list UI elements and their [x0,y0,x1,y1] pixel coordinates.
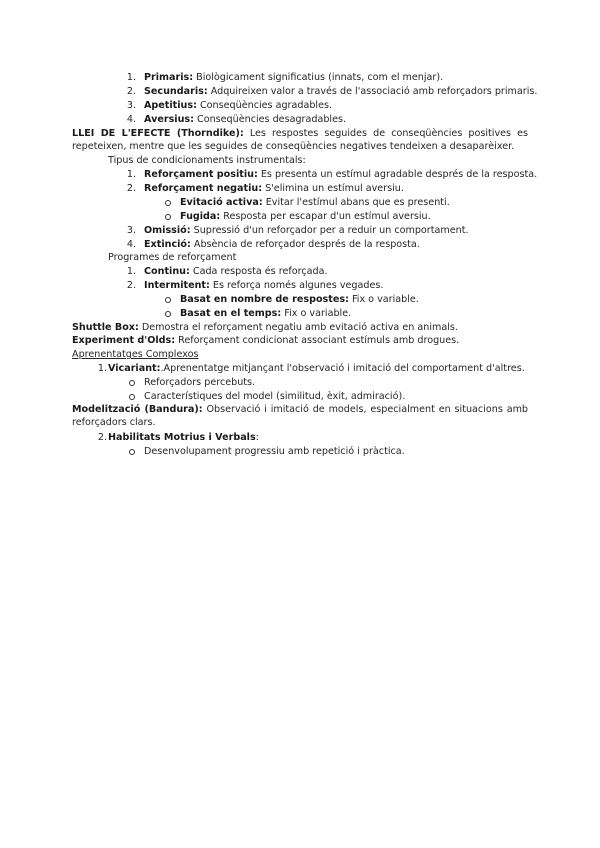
definition: Reforçament condicionat associant estímuls amb drogues. [175,335,460,346]
definition: Conseqüències agradables. [196,100,333,111]
list-item [144,280,383,292]
definition: Es presenta un estímul agradable després de la resposta. [257,169,538,180]
list-number: 4. [126,114,136,125]
list-number: 2. [126,86,136,97]
term: Continu: [144,266,190,277]
term: Apetitius: [144,100,197,111]
term: Primaris: [144,72,194,83]
list-number: 3. [126,100,136,111]
list-item [108,363,525,375]
term: Evitació activa: [180,197,263,208]
term: Modelització (Bandura): [72,404,203,415]
list-number: 2. [126,183,136,194]
list-number: 4. [126,239,136,250]
term: Reforçament positiu: [144,169,258,180]
list-item [144,266,328,278]
definition: Evitar l'estímul abans que es presenti. [262,197,450,208]
bullet-circle-icon [129,380,135,386]
definition: Absència de reforçador després de la resposta. [190,239,420,250]
definition: Es reforça només algunes vegades. [209,280,384,291]
definition: S'elimina un estímul aversiu. [262,183,404,194]
definition: Conseqüències desagradables. [193,114,347,125]
list-item [144,183,404,195]
list-item [144,239,420,251]
term: Intermitent: [144,280,210,291]
definition: .Aprenentatge mitjançant l'observació i imitació del comportament d'altres. [160,363,525,374]
list-number: 1. [97,363,107,374]
definition: Observació i imitació de models, especialment en situacions amb reforçadors clars. [72,404,529,428]
list-item [144,169,537,181]
bullet-circle-icon [165,297,171,303]
term: Basat en el temps: [180,308,282,319]
term: Fugida: [180,211,221,222]
modelitzacio-paragraph [72,403,528,429]
term: Shuttle Box: [72,322,139,333]
definition: : [255,432,259,443]
definition: Adquireixen valor a través de l'associació amb reforçadors primaris. [207,86,538,97]
sub-list-item: Desenvolupament progressiu amb repetició i pràctica. [144,446,405,457]
definition: Resposta per escapar d'un estímul aversiu. [220,211,431,222]
bullet-circle-icon [165,214,171,220]
list-item [144,114,346,126]
definition: Fix o variable. [281,308,352,319]
list-item [144,72,443,84]
shuttle-box-line [72,322,458,334]
definition: Demostra el reforçament negatiu amb evitació activa en animals. [138,322,458,333]
term: Secundaris: [144,86,208,97]
bullet-circle-icon [129,394,135,400]
definition: Les respostes seguides de conseqüències positives es repeteixen, mentre que les seguides de conseqüències negatives tendeixen a desaparèixer. [72,128,529,152]
sub-list-item [180,197,450,209]
bullet-circle-icon [129,449,135,455]
list-number: 1. [126,169,136,180]
list-item [144,225,469,237]
sub-list-item [180,294,419,306]
list-number: 3. [126,225,136,236]
sub-list-item: Reforçadors percebuts. [144,377,256,388]
list-item [144,100,332,112]
list-number: 1. [126,266,136,277]
term: Omissió: [144,225,191,236]
bullet-circle-icon [165,311,171,317]
term: Habilitats Motrius i Verbals [108,432,256,443]
list-item [144,86,537,98]
llei-efecte-paragraph [72,127,528,153]
definition: Biològicament significatius (innats, com el menjar). [193,72,444,83]
term: Reforçament negatiu: [144,183,263,194]
term: LLEI DE L'EFECTE (Thorndike): [72,128,244,139]
definition: Cada resposta és reforçada. [189,266,328,277]
list-item [108,432,259,444]
term: Extinció: [144,239,191,250]
term: Experiment d'Olds: [72,335,176,346]
term: Vicariant: [108,363,161,374]
section-heading: Programes de reforçament [108,252,237,263]
list-number: 2. [126,280,136,291]
sub-list-item [180,308,351,320]
list-number: 2. [97,432,107,443]
section-heading: Tipus de condicionaments instrumentals: [108,155,306,166]
definition: Supressió d'un reforçador per a reduir un comportament. [190,225,469,236]
bullet-circle-icon [165,200,171,206]
list-number: 1. [126,72,136,83]
definition: Fix o variable. [348,294,419,305]
sub-list-item [180,211,431,223]
section-heading-underlined: Aprenentatges Complexos [72,349,199,360]
olds-experiment-line [72,335,459,347]
term: Aversius: [144,114,194,125]
term: Basat en nombre de respostes: [180,294,349,305]
sub-list-item: Característiques del model (similitud, èxit, admiració). [144,391,406,402]
